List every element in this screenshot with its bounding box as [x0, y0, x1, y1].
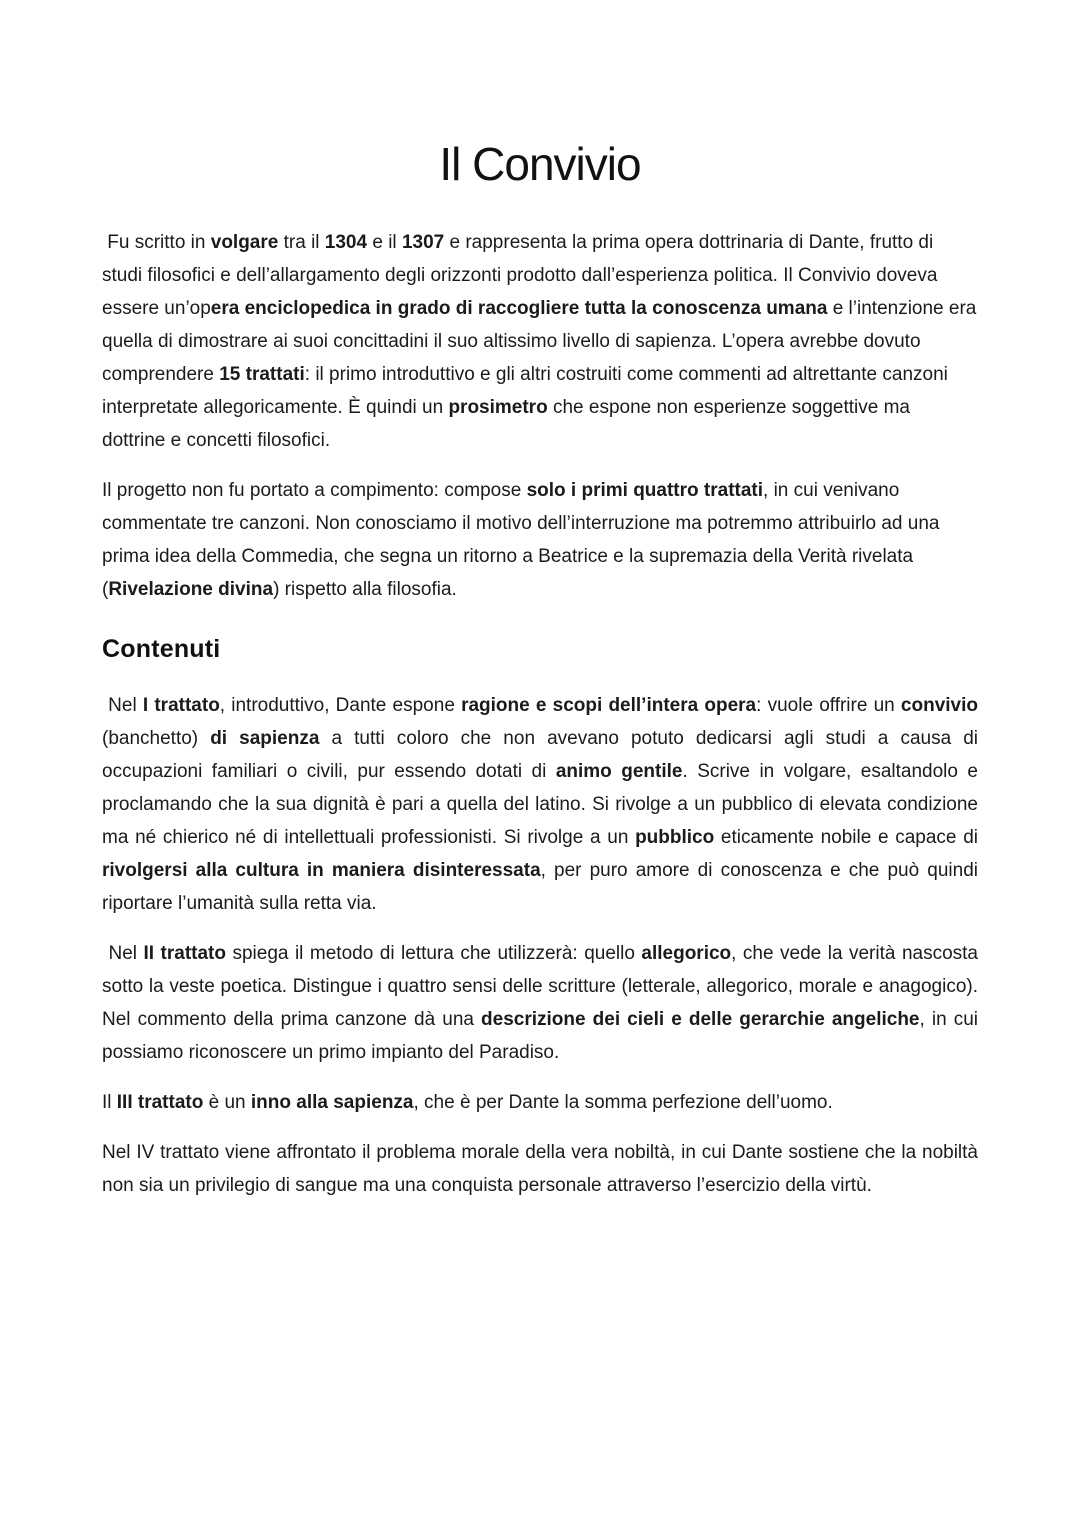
trattato-3-paragraph: Il III trattato è un inno alla sapienza, che è per Dante la somma perfezione dell’uomo. — [102, 1092, 833, 1113]
trattato-2-paragraph: Nel II trattato spiega il metodo di lettura che utilizzerà: quello allegorico, che vede la verità nascosta sotto la veste poetica. Distingue i quattro sensi delle scritture (letterale, allegorico, morale e anagogico). Nel commento della prima canzone dà una descrizione dei cieli e delle gerarchie angeliche, in cui possiamo riconoscere un primo impianto del Paradiso. — [102, 943, 979, 1063]
project-paragraph: Il progetto non fu portato a compimento: compose solo i primi quattro trattati, in cui venivano commentate tre canzoni. Non conosciamo il motivo dell’interruzione ma potremmo attribuirlo ad una prima idea della Commedia, che segna un ritorno a Beatrice e la supremazia della Verità rivelata (Rivelazione divina) rispetto alla filosofia. — [102, 480, 940, 600]
document-title: Il Convivio — [439, 138, 641, 190]
trattato-1-paragraph: Nel I trattato, introduttivo, Dante espone ragione e scopi dell’intera opera: vuole offrire un convivio (banchetto) di sapienza a tutti coloro che non avevano potuto dedicarsi agli studi a causa di occupazioni familiari o civili, pur essendo dotati di animo gentile. Scrive in volgare, esaltandolo e proclamando che la sua dignità è pari a quella del latino. Si rivolge a un pubblico di elevata condizione ma né chierico né di intellettuali professionisti. Si rivolge a un pubblico eticamente nobile e capace di rivolgersi alla cultura in maniera disinteressata, per puro amore di conoscenza e che può quindi riportare l’umanità sulla retta via. — [102, 695, 978, 914]
contents-section-heading: Contenuti — [102, 635, 221, 663]
trattato-4-paragraph: Nel IV trattato viene affrontato il problema morale della vera nobiltà, in cui Dante sostiene che la nobiltà non sia un privilegio di sangue ma una conquista personale attraverso l’esercizio della virtù. — [102, 1142, 978, 1196]
intro-paragraph: Fu scritto in volgare tra il 1304 e il 1307 e rappresenta la prima opera dottrinaria di Dante, frutto di studi filosofici e dell’allargamento degli orizzonti prodotto dall’esperienza politica. Il Convivio doveva essere un’opera enciclopedica in grado di raccogliere tutta la conoscenza umana e l’intenzione era quella di dimostrare ai suoi concittadini il suo altissimo livello di sapienza. L’opera avrebbe dovuto comprendere 15 trattati: il primo introduttivo e gli altri costruiti come commenti ad altrettante canzoni interpretate allegoricamente. È quindi un prosimetro che espone non esperienze soggettive ma dottrine e concetti filosofici. — [102, 232, 977, 451]
